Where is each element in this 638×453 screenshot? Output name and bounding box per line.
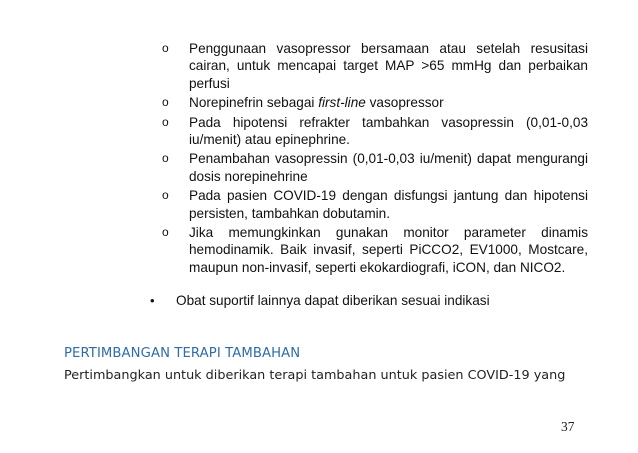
list-item [148, 40, 588, 92]
circle-bullet-icon: o [162, 151, 169, 166]
main-list-item-text: Obat suportif lainnya dapat diberikan sesuai indikasi [176, 293, 490, 308]
list-item [148, 224, 588, 276]
circle-bullet-icon: o [162, 95, 169, 110]
sub-bullet-list [148, 40, 588, 278]
circle-bullet-icon: o [162, 188, 169, 203]
list-item-text: Penambahan vasopressin (0,01-0,03 iu/menit) dapat mengurangi dosis norepinehrine [189, 151, 588, 184]
page-number: 37 [561, 419, 575, 434]
circle-bullet-icon: o [162, 225, 169, 240]
list-item [148, 94, 588, 111]
list-item [148, 114, 588, 149]
body-paragraph: Pertimbangkan untuk diberikan terapi tambahan untuk pasien COVID-19 yang [64, 368, 566, 383]
list-item-text: Jika memungkinkan gunakan monitor parameter dinamis hemodinamik. Baik invasif, seperti PiCCO2, EV1000, Mostcare, maupun non-invasif, seperti ekokardiografi, iCON, dan NICO2. [189, 225, 588, 275]
circle-bullet-icon: o [162, 41, 169, 55]
list-item-text: Pada hipotensi refrakter tambahkan vasopressin (0,01-0,03 iu/menit) atau epinephrine. [189, 114, 588, 148]
section-heading: PERTIMBANGAN TERAPI TAMBAHAN [64, 346, 301, 361]
list-item [148, 150, 588, 185]
main-list-item [148, 292, 588, 309]
list-item-text: Pada pasien COVID-19 dengan disfungsi jantung dan hipotensi persisten, tambahkan dobutamin. [189, 188, 588, 221]
list-item [148, 187, 588, 222]
bullet-icon: • [150, 293, 155, 308]
circle-bullet-icon: o [162, 114, 169, 129]
list-item-text: Norepinefrin sebagai first-line vasopressor [189, 95, 444, 111]
list-item-text: Penggunaan vasopressor bersamaan atau setelah resusitasi cairan, untuk mencapai target MAP >65 mmHg dan perbaikan perfusi [189, 41, 588, 91]
